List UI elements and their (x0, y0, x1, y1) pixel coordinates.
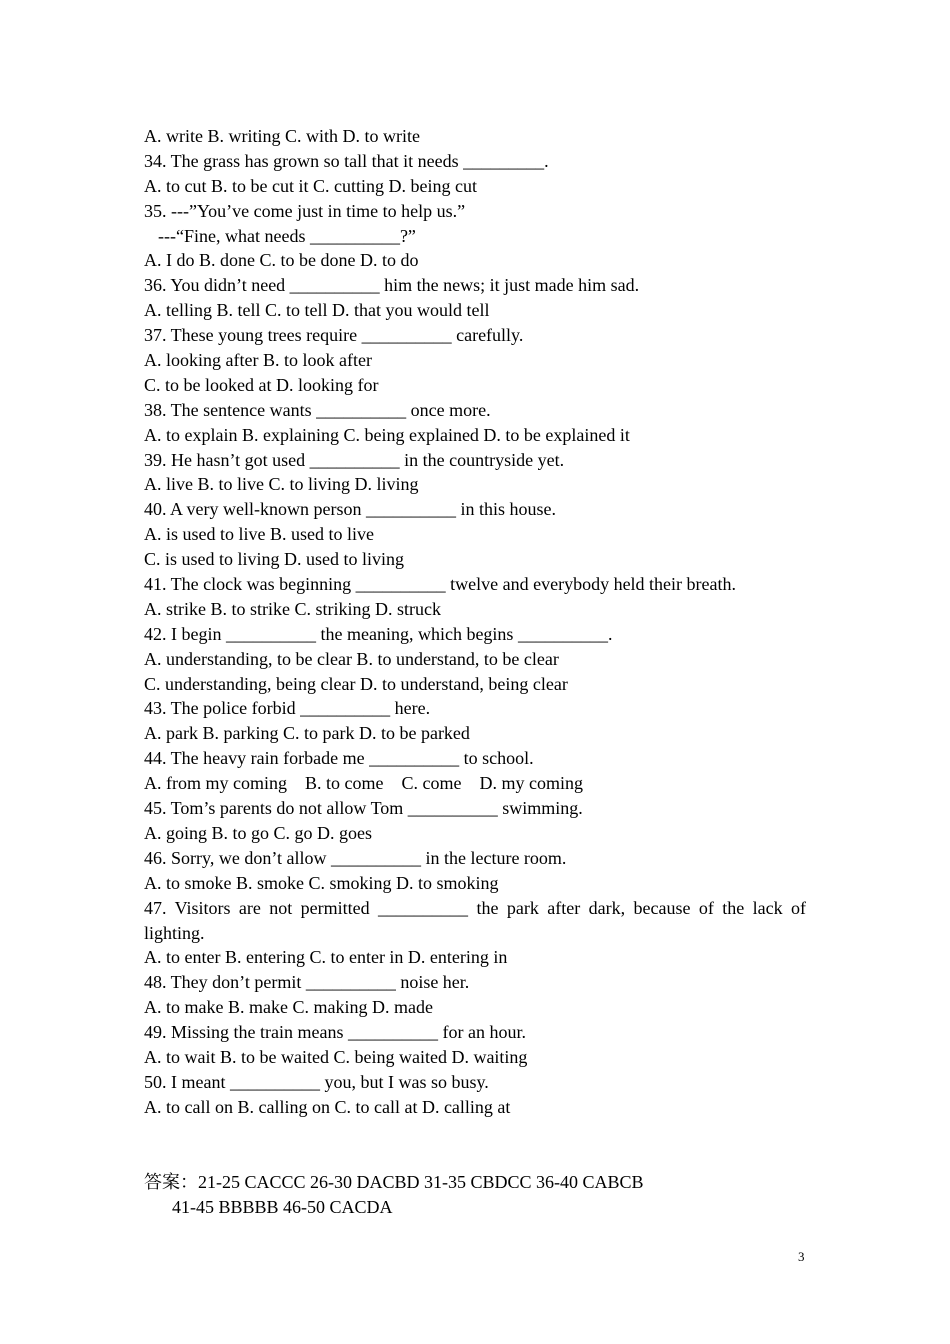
question-line: 41. The clock was beginning __________ twelve and everybody held their breath. (144, 574, 737, 595)
question-line: 49. Missing the train means __________ for an hour. (144, 1022, 526, 1043)
answer-key-line-2: 41-45 BBBBB 46-50 CACDA (172, 1197, 393, 1217)
question-line: A. to smoke B. smoke C. smoking D. to smoking (144, 872, 499, 893)
question-list (144, 124, 806, 1120)
question-line: A. strike B. to strike C. striking D. struck (144, 598, 441, 619)
question-line: A. looking after B. to look after (144, 350, 372, 371)
question-line: 37. These young trees require __________ carefully. (144, 325, 524, 346)
question-line: C. understanding, being clear D. to understand, being clear (144, 673, 568, 694)
question-line: A. to make B. make C. making D. made (144, 997, 433, 1018)
question-line: A. to wait B. to be waited C. being waited D. waiting (144, 1046, 528, 1067)
question-line: ---“Fine, what needs __________?” (158, 225, 416, 246)
question-line: 38. The sentence wants __________ once more. (144, 399, 491, 420)
question-line: A. understanding, to be clear B. to understand, to be clear (144, 648, 559, 669)
question-line: 36. You didn’t need __________ him the news; it just made him sad. (144, 275, 640, 296)
question-line: A. park B. parking C. to park D. to be parked (144, 723, 470, 744)
question-line: A. is used to live B. used to live (144, 524, 374, 545)
question-line: A. telling B. tell C. to tell D. that you would tell (144, 300, 490, 321)
question-line: 39. He hasn’t got used __________ in the countryside yet. (144, 449, 565, 470)
question-line: A. from my coming B. to come C. come D. my coming (144, 773, 583, 794)
question-line: A. I do B. done C. to be done D. to do (144, 250, 419, 271)
question-line: 50. I meant __________ you, but I was so busy. (144, 1071, 489, 1092)
answer-key (144, 1170, 644, 1220)
question-line: 35. ---”You’ve come just in time to help us.” (144, 200, 466, 221)
question-line: 47. Visitors are not permitted __________ the park after dark, because of the lack of lighting. (144, 897, 806, 943)
question-line: A. to call on B. calling on C. to call at D. calling at (144, 1096, 511, 1117)
question-line: 44. The heavy rain forbade me __________ to school. (144, 748, 534, 769)
question-line: 46. Sorry, we don’t allow __________ in the lecture room. (144, 847, 567, 868)
question-line: A. live B. to live C. to living D. living (144, 474, 419, 495)
page-number: 3 (798, 1249, 805, 1264)
question-line: 45. Tom’s parents do not allow Tom __________ swimming. (144, 798, 583, 819)
question-line: A. write B. writing C. with D. to write (144, 126, 420, 146)
question-line: 43. The police forbid __________ here. (144, 698, 431, 719)
question-line: 40. A very well-known person __________ in this house. (144, 499, 556, 520)
question-line: C. to be looked at D. looking for (144, 374, 379, 395)
question-line: 42. I begin __________ the meaning, which begins __________. (144, 623, 613, 644)
question-line: 48. They don’t permit __________ noise her. (144, 972, 470, 993)
question-line: C. is used to living D. used to living (144, 549, 405, 570)
question-line: A. to explain B. explaining C. being explained D. to be explained it (144, 424, 630, 445)
answer-key-line-1: 答案：21-25 CACCC 26-30 DACBD 31-35 CBDCC 36-40 CABCB (144, 1172, 644, 1192)
question-line: A. to cut B. to be cut it C. cutting D. being cut (144, 175, 477, 196)
question-line: 34. The grass has grown so tall that it needs _________. (144, 150, 549, 171)
question-line: A. going B. to go C. go D. goes (144, 822, 373, 843)
question-line: A. to enter B. entering C. to enter in D. entering in (144, 947, 508, 968)
